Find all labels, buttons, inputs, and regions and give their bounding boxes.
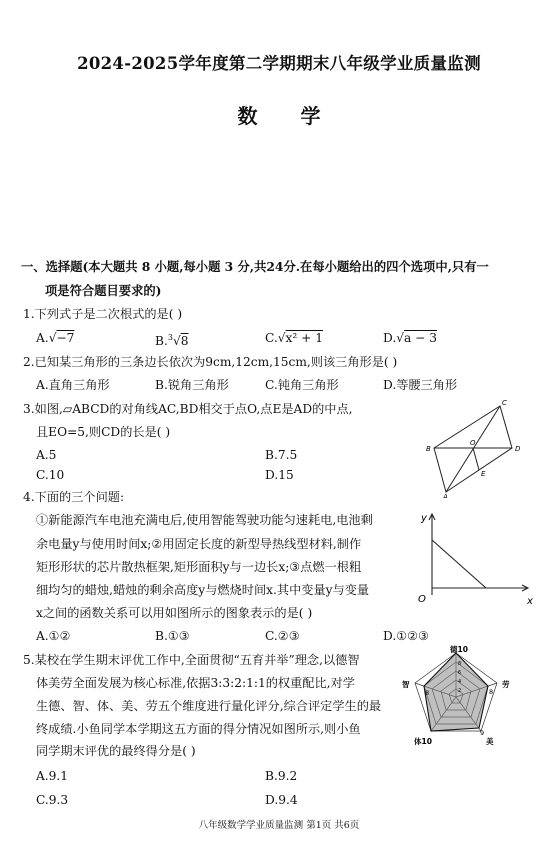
fig3-label-a: A bbox=[443, 493, 448, 498]
q5-option-b: B.9.2 bbox=[265, 769, 298, 783]
q4-stem-line2: ①新能源汽车电池充满电后,使用智能驾驶功能匀速耗电,电池剩 bbox=[36, 513, 373, 527]
q3-option-a: A.5 bbox=[36, 448, 57, 462]
parallelogram-figure bbox=[420, 398, 520, 498]
q2-option-d: D.等腰三角形 bbox=[383, 378, 458, 392]
q5-option-d: D.9.4 bbox=[265, 793, 298, 807]
radar-scale-4: 4 bbox=[458, 679, 462, 685]
fig3-label-c: C bbox=[502, 399, 507, 407]
fig3-label-o: O bbox=[470, 439, 476, 447]
radar-value-mei: 9 bbox=[480, 729, 485, 737]
q1-d-label: D. bbox=[383, 331, 397, 345]
sqrt-sign-icon: √ bbox=[48, 331, 57, 345]
sqrt-sign-icon: √ bbox=[277, 331, 286, 345]
q2-option-a: A.直角三角形 bbox=[36, 378, 110, 392]
q4-option-d: D.①②③ bbox=[383, 629, 429, 643]
q3-option-c: C.10 bbox=[36, 468, 65, 482]
radar-scale-6: 6 bbox=[458, 670, 462, 676]
function-graph bbox=[410, 505, 540, 610]
fig3-label-d: D bbox=[515, 445, 520, 453]
q4-stem-line6: x之间的函数关系可以用如图所示的图象表示的是( ) bbox=[36, 606, 313, 620]
q1-option-b bbox=[155, 329, 188, 350]
q1-b-label: B. bbox=[155, 334, 168, 349]
q1-stem: 1.下列式子是二次根式的是( ) bbox=[23, 307, 183, 321]
radar-score-area bbox=[424, 653, 488, 731]
q1-a-label: A. bbox=[36, 331, 49, 345]
q4-stem-line3: 余电量y与使用时间x;②用固定长度的新型导热线型材料,制作 bbox=[36, 537, 362, 551]
q2-stem: 2.已知某三角形的三条边长依次为9cm,12cm,15cm,则该三角形是( ) bbox=[23, 355, 398, 369]
q4-option-a: A.①② bbox=[36, 629, 71, 643]
radar-value-lao: 8 bbox=[489, 688, 494, 696]
graph-label-o: O bbox=[418, 594, 426, 605]
radar-label-ti: 体10 bbox=[414, 737, 432, 746]
q4-option-b: B.①③ bbox=[155, 629, 190, 643]
radar-label-de: 德10 bbox=[450, 645, 468, 654]
q2-option-b: B.锐角三角形 bbox=[155, 378, 229, 392]
q1-a-radicand: −7 bbox=[56, 331, 75, 345]
q2-option-c: C.钝角三角形 bbox=[265, 378, 339, 392]
radar-label-zhi: 智 bbox=[402, 680, 410, 689]
q1-option-d bbox=[383, 329, 437, 347]
q4-stem-line5: 细均匀的蜡烛,蜡烛的剩余高度y与燃烧时间x.其中变量y与变量 bbox=[36, 583, 370, 597]
q5-option-a: A.9.1 bbox=[36, 769, 69, 783]
section-heading-line1: 一、选择题(本大题共 8 小题,每小题 3 分,共24分.在每小题给出的四个选项中,只有一 bbox=[21, 259, 489, 274]
graph-label-y: y bbox=[421, 513, 427, 524]
q1-option-a bbox=[36, 329, 74, 347]
radar-label-mei: 美 bbox=[486, 737, 494, 746]
q1-option-c bbox=[265, 329, 323, 347]
q1-b-radicand: 8 bbox=[180, 334, 189, 349]
page-footer: 八年级数学学业质量监测 第1页 共6页 bbox=[198, 820, 360, 831]
section-heading-line2: 项是符合题目要求的) bbox=[45, 283, 162, 298]
q5-stem-line4: 终成绩.小鱼同学本学期这五方面的得分情况如图所示,则小鱼 bbox=[36, 722, 361, 736]
q5-option-c: C.9.3 bbox=[36, 793, 69, 807]
radar-value-zhi: 8 bbox=[425, 689, 430, 697]
q3-stem-line2: 且EO=5,则CD的长是( ) bbox=[36, 425, 171, 439]
q3-stem-line1: 3.如图,▱ABCD的对角线AC,BD相交于点O,点E是AD的中点, bbox=[23, 402, 353, 416]
q5-stem-line3: 生德、智、体、美、劳五个维度进行量化评分,综合评定学生的最 bbox=[36, 699, 382, 713]
q1-c-radicand: x² + 1 bbox=[285, 331, 324, 345]
q1-c-label: C. bbox=[265, 331, 278, 345]
q3-option-d: D.15 bbox=[265, 468, 294, 482]
fig3-label-e: E bbox=[481, 470, 486, 478]
q3-option-b: B.7.5 bbox=[265, 448, 298, 462]
q5-stem-line5: 同学期末评优的最终得分是( ) bbox=[36, 744, 196, 758]
q5-stem-line1: 5.某校在学生期末评优工作中,全面贯彻“五育并举”理念,以德智 bbox=[23, 653, 360, 667]
radar-scale-8: 8 bbox=[458, 661, 462, 667]
radar-chart bbox=[398, 645, 538, 753]
q1-b-index: 3 bbox=[167, 333, 173, 342]
fig3-label-b: B bbox=[426, 445, 431, 453]
sqrt-sign-icon: √ bbox=[172, 334, 181, 349]
q5-stem-line2: 体美劳全面发展为核心标准,依据3:3:2:1:1的权重配比,对学 bbox=[36, 676, 355, 690]
q4-stem-line4: 矩形形状的芯片散热框架,矩形面积y与一边长x;③点燃一根粗 bbox=[36, 560, 362, 574]
q1-d-radicand: a − 3 bbox=[404, 331, 437, 345]
radar-scale-2: 2 bbox=[458, 688, 462, 694]
exam-title: 2024-2025学年度第二学期期末八年级学业质量监测 bbox=[77, 54, 481, 73]
q4-option-c: C.②③ bbox=[265, 629, 300, 643]
sqrt-sign-icon: √ bbox=[396, 331, 404, 345]
graph-label-x: x bbox=[527, 596, 533, 607]
q4-stem-line1: 4.下面的三个问题: bbox=[23, 490, 125, 504]
subject-title: 数 学 bbox=[237, 104, 339, 128]
radar-label-lao: 劳 bbox=[502, 680, 510, 689]
